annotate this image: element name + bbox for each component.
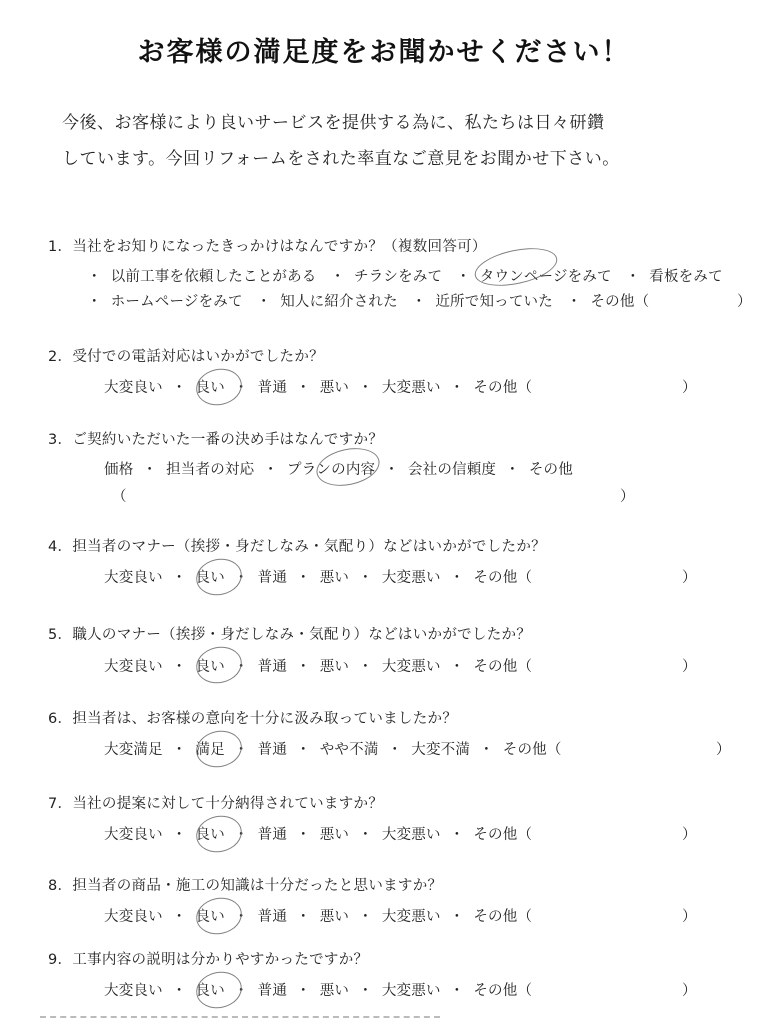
option-1-5[interactable]: ホームページをみて bbox=[110, 294, 243, 310]
option-4-3[interactable]: 普通 bbox=[257, 570, 288, 586]
option-8-6[interactable]: その他（ bbox=[473, 909, 533, 925]
option-3-2[interactable]: 担当者の対応 bbox=[166, 462, 255, 478]
option-9-1[interactable]: 大変良い bbox=[104, 983, 163, 999]
question-8: 8．担当者の商品・施工の知識は十分だったと思いますか？ bbox=[48, 878, 443, 894]
option-6-3[interactable]: 普通 bbox=[257, 742, 288, 758]
option-5-2[interactable]: 良い bbox=[195, 659, 225, 675]
option-5-3[interactable]: 普通 bbox=[257, 659, 288, 675]
option-5-1[interactable]: 大変良い bbox=[104, 659, 163, 675]
option-7-1[interactable]: 大変良い bbox=[104, 827, 163, 843]
option-1-7[interactable]: 近所で知っていた bbox=[435, 294, 553, 310]
option-8-4[interactable]: 悪い bbox=[319, 909, 350, 925]
question-3-options: 価格 ・ 担当者の対応 ・ プランの内容 ・ 会社の信頼度 ・ その他 bbox=[104, 458, 573, 479]
option-2-6[interactable]: その他（ bbox=[473, 380, 533, 396]
bullet: ・ bbox=[456, 269, 471, 285]
option-2-5[interactable]: 大変悪い bbox=[381, 380, 441, 396]
option-2-4[interactable]: 悪い bbox=[319, 380, 350, 396]
question-8-options: 大変良い ・ 良い ・ 普通 ・ 悪い ・ 大変悪い ・ その他（ bbox=[104, 905, 532, 926]
intro-line-1: 今後、お客様により良いサービスを提供する為に、私たちは日々研鑽 bbox=[62, 113, 605, 133]
bullet: ・ bbox=[256, 294, 272, 310]
question-5-options: 大変良い ・ 良い ・ 普通 ・ 悪い ・ 大変悪い ・ その他（ bbox=[104, 655, 532, 676]
option-7-2[interactable]: 良い bbox=[195, 827, 225, 843]
option-6-2[interactable]: 満足 bbox=[195, 742, 225, 758]
page-title: お客様の満足度をお聞かせください！ bbox=[137, 37, 631, 68]
option-9-6[interactable]: その他（ bbox=[473, 983, 533, 999]
option-7-3[interactable]: 普通 bbox=[257, 827, 288, 843]
bullet: ・ bbox=[330, 269, 346, 285]
question-7: 7．当社の提案に対して十分納得されていますか？ bbox=[48, 796, 384, 812]
answer-circle-mark bbox=[313, 443, 383, 492]
question-3-close-paren: ） bbox=[620, 489, 635, 505]
option-4-5[interactable]: 大変悪い bbox=[381, 570, 441, 586]
question-2-options: 大変良い ・ 良い ・ 普通 ・ 悪い ・ 大変悪い ・ その他（ bbox=[104, 376, 532, 397]
option-4-4[interactable]: 悪い bbox=[319, 570, 350, 586]
bullet: ・ bbox=[87, 294, 102, 310]
question-4-close-paren: ） bbox=[682, 570, 697, 586]
question-4: 4．担当者のマナー（挨拶・身だしなみ・気配り）などはいかがでしたか？ bbox=[48, 539, 546, 555]
intro-line-2: しています。今回リフォームをされた率直なご意見をお聞かせ下さい。 bbox=[62, 149, 620, 169]
question-7-close-paren: ） bbox=[682, 827, 697, 843]
option-9-5[interactable]: 大変悪い bbox=[381, 983, 441, 999]
option-7-6[interactable]: その他（ bbox=[473, 827, 533, 843]
question-4-options: 大変良い ・ 良い ・ 普通 ・ 悪い ・ 大変悪い ・ その他（ bbox=[104, 566, 532, 587]
answer-circle-mark bbox=[193, 555, 245, 600]
question-2: 2．受付での電話対応はいかがでしたか？ bbox=[48, 349, 324, 365]
question-9-options: 大変良い ・ 良い ・ 普通 ・ 悪い ・ 大変悪い ・ その他（ bbox=[104, 979, 532, 1000]
option-8-3[interactable]: 普通 bbox=[257, 909, 288, 925]
option-7-5[interactable]: 大変悪い bbox=[381, 827, 441, 843]
bullet: ・ bbox=[87, 269, 102, 285]
option-2-2[interactable]: 良い bbox=[195, 380, 225, 396]
answer-circle-mark bbox=[193, 365, 245, 410]
question-8-close-paren: ） bbox=[682, 909, 697, 925]
question-1-options-row-2 bbox=[78, 290, 649, 311]
question-6: 6．担当者は、お客様の意向を十分に汲み取っていましたか？ bbox=[48, 711, 458, 727]
option-7-4[interactable]: 悪い bbox=[319, 827, 350, 843]
option-4-2[interactable]: 良い bbox=[195, 570, 225, 586]
option-1-2[interactable]: チラシをみて bbox=[354, 269, 443, 285]
question-6-options: 大変満足 ・ 満足 ・ 普通 ・ やや不満 ・ 大変不満 ・ その他（ bbox=[104, 738, 562, 759]
answer-circle-mark bbox=[193, 727, 245, 772]
option-8-5[interactable]: 大変悪い bbox=[381, 909, 441, 925]
option-3-1[interactable]: 価格 bbox=[104, 462, 134, 478]
answer-circle-mark bbox=[193, 894, 245, 939]
option-1-4[interactable]: 看板をみて bbox=[649, 269, 723, 285]
option-1-8[interactable]: その他（ bbox=[590, 294, 650, 310]
question-6-close-paren: ） bbox=[716, 742, 731, 758]
option-9-2[interactable]: 良い bbox=[195, 983, 225, 999]
option-6-5[interactable]: 大変不満 bbox=[411, 742, 471, 758]
question-7-options: 大変良い ・ 良い ・ 普通 ・ 悪い ・ 大変悪い ・ その他（ bbox=[104, 823, 532, 844]
question-9: 9．工事内容の説明は分かりやすかったですか？ bbox=[48, 952, 369, 968]
option-9-3[interactable]: 普通 bbox=[257, 983, 288, 999]
option-4-1[interactable]: 大変良い bbox=[104, 570, 163, 586]
option-3-3[interactable]: プランの内容 bbox=[287, 462, 376, 478]
question-1: 1．当社をお知りになったきっかけはなんですか？（複数回答可） bbox=[48, 239, 487, 255]
question-5-close-paren: ） bbox=[682, 659, 697, 675]
question-1-close-paren: ） bbox=[737, 294, 752, 310]
option-8-1[interactable]: 大変良い bbox=[104, 909, 163, 925]
question-9-close-paren: ） bbox=[682, 983, 697, 999]
answer-circle-mark bbox=[193, 643, 245, 688]
option-2-1[interactable]: 大変良い bbox=[104, 380, 163, 396]
option-6-6[interactable]: その他（ bbox=[502, 742, 562, 758]
question-2-close-paren: ） bbox=[682, 380, 697, 396]
option-9-4[interactable]: 悪い bbox=[319, 983, 350, 999]
option-5-4[interactable]: 悪い bbox=[319, 659, 350, 675]
question-3: 3．ご契約いただいた一番の決め手はなんですか？ bbox=[48, 432, 384, 448]
option-2-3[interactable]: 普通 bbox=[257, 380, 288, 396]
bullet: ・ bbox=[566, 294, 582, 310]
option-1-1[interactable]: 以前工事を依頼したことがある bbox=[110, 269, 317, 285]
question-5: 5．職人のマナー（挨拶・身だしなみ・気配り）などはいかがでしたか？ bbox=[48, 627, 532, 643]
cut-off-next-line bbox=[40, 1016, 440, 1026]
option-8-2[interactable]: 良い bbox=[195, 909, 225, 925]
option-1-6[interactable]: 知人に紹介された bbox=[280, 294, 398, 310]
option-1-3[interactable]: タウンページをみて bbox=[479, 269, 612, 285]
option-4-6[interactable]: その他（ bbox=[473, 570, 533, 586]
answer-circle-mark bbox=[193, 812, 245, 857]
bullet: ・ bbox=[411, 294, 427, 310]
answer-circle-mark bbox=[193, 968, 245, 1013]
option-3-5[interactable]: その他 bbox=[528, 462, 573, 478]
option-3-4[interactable]: 会社の信頼度 bbox=[407, 462, 497, 478]
intro-text bbox=[62, 105, 742, 177]
option-5-5[interactable]: 大変悪い bbox=[381, 659, 441, 675]
question-3-open-paren: （ bbox=[112, 489, 127, 505]
option-6-1[interactable]: 大変満足 bbox=[104, 742, 163, 758]
bullet: ・ bbox=[625, 269, 641, 285]
option-5-6[interactable]: その他（ bbox=[473, 659, 533, 675]
option-6-4[interactable]: やや不満 bbox=[319, 742, 379, 758]
question-1-options-row-1 bbox=[78, 265, 723, 286]
